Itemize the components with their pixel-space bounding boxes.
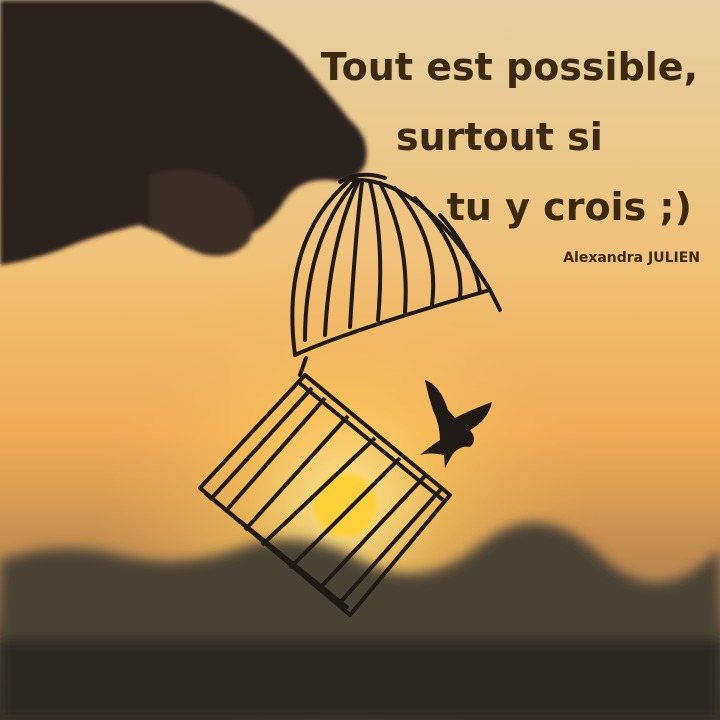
sun	[313, 473, 377, 537]
author-credit: Alexandra JULIEN	[563, 250, 700, 266]
quote-line-3: tu y crois ;)	[446, 185, 692, 229]
quote-line-2: surtout si	[396, 115, 603, 159]
quote-line-1: Tout est possible,	[320, 45, 698, 89]
foreground-ground	[0, 640, 720, 720]
